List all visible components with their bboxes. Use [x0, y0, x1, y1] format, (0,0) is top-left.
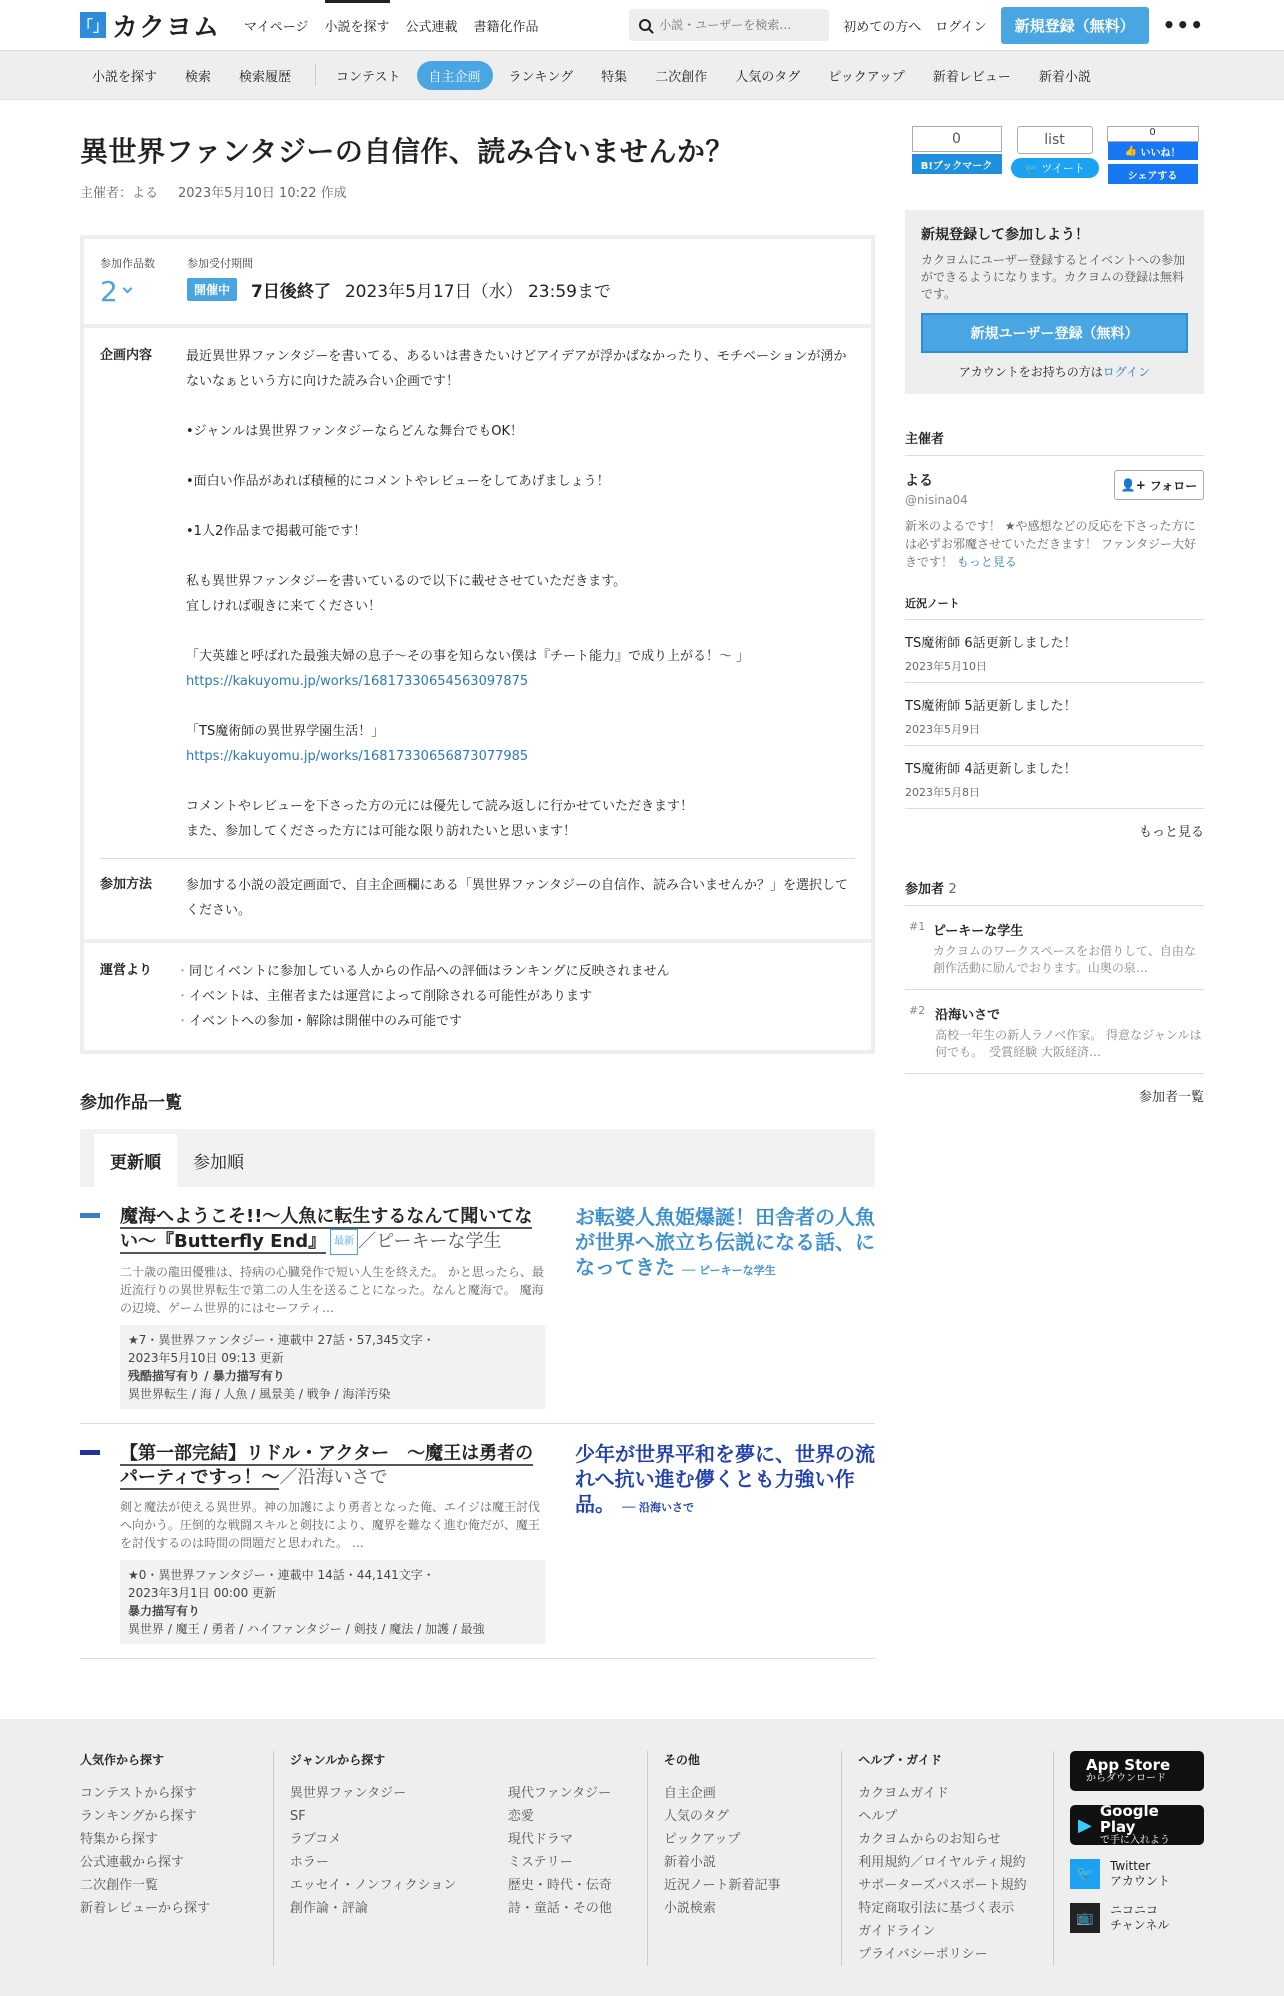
- footer-link[interactable]: エッセイ・ノンフィクション: [289, 1878, 457, 1893]
- works-tabs: [80, 1129, 875, 1187]
- header-actions: [629, 7, 1204, 44]
- footer-link[interactable]: 詩・童話・その他: [507, 1901, 612, 1916]
- work-info: [120, 1205, 545, 1409]
- page-title: 異世界ファンタジーの自信作、読み合いませんか？: [80, 135, 734, 168]
- register-button[interactable]: 新規ユーザー登録（無料）: [921, 313, 1188, 353]
- twitter-line2: アカウント: [1110, 1874, 1170, 1888]
- sidebar: [905, 126, 1204, 1659]
- works-list: [80, 1187, 875, 1659]
- hatena-bookmark: [912, 126, 1002, 184]
- status-badge: 開催中: [187, 278, 237, 301]
- description-line: また、参加してくださった方には可能な限り訪れたいと思います！: [186, 824, 577, 839]
- footer-link[interactable]: ミステリー: [507, 1855, 573, 1870]
- footer-link[interactable]: 現代ドラマ: [507, 1832, 573, 1847]
- catchphrase-text: 少年が世界平和を夢に、世界の流れへ抗い進む儚くとも力強い作品。: [575, 1442, 875, 1516]
- description-line: [186, 694, 855, 719]
- description-line: 「大英雄と呼ばれた最強夫婦の息子～その事を知らない僕は『チート能力』で成り上がる！〜 」: [186, 649, 750, 664]
- work-meta: [120, 1560, 545, 1644]
- niconico-line1: ニコニコ: [1110, 1903, 1159, 1917]
- twitter-line1: Twitter: [1110, 1859, 1151, 1873]
- participants-count: 2: [948, 882, 957, 897]
- footer-link[interactable]: ピックアップ: [663, 1832, 741, 1847]
- method-label: 参加方法: [100, 877, 153, 892]
- logo-text: カクヨム: [112, 12, 221, 43]
- new-badge: 最新: [330, 1229, 358, 1255]
- like-count: 0: [1107, 126, 1199, 142]
- subnav-find-novels[interactable]: 小説を探す: [92, 69, 158, 85]
- footer-link[interactable]: ヘルプ: [858, 1809, 898, 1824]
- participants-list: [905, 906, 1204, 1074]
- participant-rank: #2: [909, 1004, 926, 1017]
- footer-col-genre: [274, 1751, 648, 1966]
- niconico-channel-link[interactable]: [1070, 1903, 1204, 1933]
- top-header: [0, 0, 1284, 50]
- work-tags[interactable]: 異世界転生 / 海 / 人魚 / 風景美 / 戦争 / 海洋汚染: [128, 1387, 391, 1401]
- tweet-share: [1010, 126, 1100, 184]
- footer-link[interactable]: 特定商取引法に基づく表示: [858, 1901, 1015, 1916]
- work-catchphrase[interactable]: [575, 1442, 875, 1644]
- remaining-time: 7日後終了: [251, 282, 331, 302]
- footer-link[interactable]: 恋愛: [507, 1809, 534, 1824]
- follow-label: フォロー: [1149, 478, 1198, 493]
- participant-name: ピーキーな学生: [932, 924, 1024, 939]
- cta-text: カクヨムにユーザー登録するとイベントへの参加ができるようになります。カクヨムの登録は無料です。: [921, 253, 1186, 301]
- participants-heading-label: 参加者: [905, 882, 945, 897]
- created-date: 2023年5月10日 10:22 作成: [178, 186, 347, 201]
- subnav-pickup[interactable]: ピックアップ: [828, 69, 905, 85]
- signup-button[interactable]: 新規登録（無料）: [1001, 7, 1149, 44]
- footer-badges: [1070, 1751, 1204, 1966]
- chevron-down-icon: [122, 284, 132, 294]
- main-column: [80, 126, 875, 1659]
- footer-link[interactable]: 新着レビューから探す: [80, 1901, 211, 1916]
- footer-link[interactable]: 利用規約／ロイヤルティ規約: [858, 1855, 1026, 1870]
- participant-desc: 高校一年生の新人ラノベ作家。 得意なジャンルは何でも。 受賞経験 大阪経済…: [935, 1028, 1202, 1059]
- cta-login-line: [921, 363, 1188, 380]
- note-item[interactable]: [905, 746, 1204, 809]
- footer-link[interactable]: プライバシーポリシー: [858, 1947, 988, 1962]
- footer-link[interactable]: サポーターズパスポート規約: [858, 1878, 1027, 1893]
- description-line: •ジャンルは異世界ファンタジーならどんな舞台でもOK！: [186, 424, 524, 439]
- cta-login-link[interactable]: ログイン: [1102, 365, 1151, 379]
- participant-name: 沿海いさで: [935, 1008, 1001, 1023]
- work-stats: ★7・異世界ファンタジー・連載中 27話・57,345文字・: [128, 1333, 435, 1347]
- note-item[interactable]: [905, 620, 1204, 683]
- note-title: TS魔術師 5話更新しました！: [905, 699, 1077, 714]
- footer-link[interactable]: 異世界ファンタジー: [289, 1786, 407, 1801]
- work-count-label: 参加作品数: [100, 257, 155, 270]
- search-box: [629, 9, 829, 41]
- participant-desc: カクヨムのワークスペースをお借りして、自由な創作活動に励んでおります。山奥の泉…: [932, 944, 1196, 975]
- description-link[interactable]: https://kakuyomu.jp/works/16817330656873077985: [186, 749, 529, 764]
- nav-official-serial[interactable]: 公式連載: [405, 19, 458, 35]
- content-row: [84, 328, 871, 943]
- tweet-label: ツイート: [1041, 162, 1085, 175]
- twitter-bird-icon: 🐦: [1024, 161, 1038, 175]
- subnav-search[interactable]: 検索: [185, 69, 212, 85]
- work-updated: 2023年3月1日 00:00 更新: [128, 1586, 277, 1600]
- host-bio-text: 新米のよるです！ ★や感想などの反応を下さった方には必ずお邪魔させていただきます！ ファンタジー大好きです！: [905, 519, 1197, 569]
- content-label: 企画内容: [100, 348, 153, 363]
- facebook-share-button[interactable]: シェアする: [1108, 164, 1198, 184]
- bookmark-count: 0: [912, 126, 1002, 152]
- logo[interactable]: [80, 7, 220, 44]
- facebook-share: [1108, 126, 1198, 184]
- note-item[interactable]: [905, 683, 1204, 746]
- footer-heading: ヘルプ・ガイド: [858, 1753, 942, 1767]
- googleplay-line1: Google Play: [1099, 1802, 1159, 1836]
- description-line: •1人2作品まで掲載可能です！: [186, 524, 367, 539]
- note-date: 2023年5月10日: [905, 660, 987, 673]
- description-line: 最近異世界ファンタジーを書いてる、あるいは書きたいけどアイデアが浮かばなかったり、モチベーションが湧かないなぁという方に向けた読み合い企画です！: [186, 349, 847, 389]
- description-line: [186, 619, 855, 644]
- cta-login-prefix: アカウントをお持ちの方は: [958, 365, 1103, 379]
- notes-list: [905, 620, 1204, 809]
- notice-item: ・ 同じイベントに参加している人からの作品への評価はランキングに反映されません: [186, 959, 855, 984]
- footer-link[interactable]: 現代ファンタジー: [507, 1786, 612, 1801]
- work-title[interactable]: 【第一部完結】リドル・アクター ～魔王は勇者のパーティですっ！～: [120, 1443, 534, 1488]
- footer-link[interactable]: コンテストから探す: [80, 1786, 197, 1801]
- description-link[interactable]: https://kakuyomu.jp/works/16817330654563097875: [186, 674, 529, 689]
- note-title: TS魔術師 6話更新しました！: [905, 636, 1077, 651]
- notes-heading: 近況ノート: [905, 595, 1204, 620]
- divider: [100, 858, 855, 859]
- deadline: 2023年5月17日（水） 23:59まで: [344, 282, 611, 302]
- footer-col-help: [842, 1751, 1054, 1966]
- follow-button[interactable]: [1114, 470, 1204, 500]
- more-menu-icon[interactable]: •••: [1162, 13, 1204, 37]
- description-line: [186, 444, 855, 469]
- event-meta: [80, 182, 875, 201]
- description-line: 私も異世界ファンタジーを書いているので以下に載せさせていただきます。: [186, 574, 627, 589]
- footer-link[interactable]: 小説検索: [663, 1901, 716, 1916]
- work-count-toggle[interactable]: [100, 275, 155, 308]
- description-line: [186, 394, 855, 419]
- work-marker: [80, 1213, 100, 1218]
- work-meta: [120, 1325, 545, 1409]
- description-line: 宜しければ覗きに来てください！: [186, 599, 382, 614]
- like-button[interactable]: [1108, 142, 1198, 160]
- subnav-contest[interactable]: コンテスト: [336, 69, 401, 85]
- entry-method: 参加する小説の設定画面で、自主企画欄にある「異世界ファンタジーの自信作、読み合いませんか？」を選択してください。: [186, 878, 848, 918]
- signup-cta: [905, 210, 1204, 394]
- subnav-new-novels[interactable]: 新着小説: [1038, 69, 1091, 85]
- note-title: TS魔術師 4話更新しました！: [905, 762, 1077, 777]
- search-input[interactable]: [659, 18, 809, 32]
- footer-col-popular: [80, 1751, 274, 1966]
- footer-link[interactable]: ガイドライン: [858, 1924, 936, 1939]
- google-play-icon: ▶: [1078, 1814, 1092, 1836]
- niconico-line2: チャンネル: [1110, 1918, 1170, 1932]
- work-warnings: 残酷描写有り / 暴力描写有り: [128, 1369, 285, 1383]
- work-catchphrase[interactable]: [575, 1205, 875, 1409]
- work-title[interactable]: 魔海へようこそ!!～人魚に転生するなんて聞いてない～『Butterfly End』: [120, 1206, 533, 1252]
- stats-row: [84, 239, 871, 328]
- first-time-link[interactable]: 初めての方へ: [843, 19, 922, 35]
- footer-link[interactable]: カクヨムからのお知らせ: [858, 1832, 1001, 1847]
- notice-item: ・ イベントへの参加・解除は開催中のみ可能です: [186, 1009, 855, 1034]
- host-name[interactable]: よる: [905, 473, 933, 489]
- catchphrase-author: ── ピーキーな学生: [681, 1264, 776, 1277]
- logo-mark: 「」: [80, 12, 106, 38]
- notice-item: ・ イベントは、主催者または運営によって削除される可能性があります: [186, 984, 855, 1009]
- appstore-line2: からダウンロード: [1086, 1773, 1166, 1784]
- subnav-features[interactable]: 特集: [601, 69, 628, 85]
- tab-updated[interactable]: 更新順: [94, 1134, 177, 1187]
- catchphrase-text: お転婆人魚姫爆誕！田舎者の人魚が世界へ旅立ち伝説になる話、になってきた: [575, 1205, 875, 1279]
- footer-link[interactable]: ランキングから探す: [80, 1809, 197, 1824]
- footer-col-other: [648, 1751, 842, 1966]
- work-count-value: 2: [100, 275, 118, 308]
- work-tags[interactable]: 異世界 / 魔王 / 勇者 / ハイファンタジー / 剣技 / 魔法 / 加護 / 最強: [128, 1622, 485, 1636]
- footer-link[interactable]: 特集から探す: [80, 1832, 159, 1847]
- notes-more-link[interactable]: もっと見る: [1138, 825, 1204, 840]
- twitter-account-link[interactable]: [1070, 1859, 1204, 1889]
- works-section-title: 参加作品一覧: [80, 1093, 182, 1113]
- thumbs-up-icon: 👍: [1124, 145, 1137, 157]
- footer-link[interactable]: ラブコメ: [289, 1832, 342, 1847]
- footer-link[interactable]: 近況ノート新着記事: [663, 1878, 781, 1893]
- work-intro: 剣と魔法が使える異世界。神の加護により勇者となった俺、エイジは魔王討伐へ向かう。圧倒的な戦闘スキルと剣技により、魔界を難なく進む俺だが、魔王を討伐するのは時間の問題だと思われた。 …: [120, 1500, 541, 1550]
- work-updated: 2023年5月10日 09:13 更新: [128, 1351, 284, 1365]
- catchphrase-author: ── 沿海いさで: [621, 1501, 695, 1514]
- participant-item[interactable]: [905, 990, 1204, 1074]
- host-id: @nisina04: [905, 493, 968, 507]
- subnav-new-reviews[interactable]: 新着レビュー: [932, 69, 1011, 85]
- top-nav: [244, 0, 539, 51]
- participant-rank: #1: [909, 920, 926, 933]
- subnav-fanfiction[interactable]: 二次創作: [655, 69, 708, 85]
- subnav-search-history[interactable]: 検索履歴: [239, 69, 292, 85]
- nav-mypage[interactable]: マイページ: [244, 19, 309, 35]
- nav-find-novels[interactable]: 小説を探す: [325, 0, 390, 51]
- footer-link[interactable]: 創作論・評論: [289, 1901, 368, 1916]
- sub-nav: [0, 50, 1284, 100]
- tweet-button[interactable]: [1011, 158, 1099, 178]
- notice-list: [186, 959, 855, 1034]
- footer-link[interactable]: ホラー: [289, 1855, 329, 1870]
- participant-item[interactable]: [905, 906, 1204, 990]
- work-info: [120, 1442, 545, 1644]
- footer-link[interactable]: 新着小説: [663, 1855, 716, 1870]
- google-play-badge[interactable]: [1070, 1802, 1204, 1846]
- description-line: [186, 494, 855, 519]
- work-author[interactable]: ／ピーキーな学生: [358, 1231, 502, 1252]
- add-user-icon: 👤+: [1120, 478, 1146, 492]
- description-line: [186, 544, 855, 569]
- work-author[interactable]: ／沿海いさで: [279, 1467, 388, 1488]
- appstore-line1: App Store: [1086, 1756, 1171, 1774]
- tab-joined[interactable]: 参加順: [193, 1153, 244, 1173]
- host-bio: [905, 517, 1204, 571]
- googleplay-line2: で手に入れよう: [1099, 1835, 1170, 1846]
- work-stats: ★0・異世界ファンタジー・連載中 14話・44,141文字・: [128, 1568, 435, 1582]
- search-icon[interactable]: [639, 19, 651, 31]
- footer-link[interactable]: 自主企画: [663, 1786, 716, 1801]
- work-warnings: 暴力描写有り: [128, 1604, 201, 1618]
- event-description: [186, 344, 855, 844]
- footer-link[interactable]: SF: [289, 1809, 306, 1824]
- subnav-user-events[interactable]: 自主企画: [417, 61, 493, 90]
- app-store-badge[interactable]: [1070, 1751, 1204, 1791]
- description-line: •面白い作品があれば積極的にコメントやレビューをしてあげましょう！: [186, 474, 610, 489]
- participants-more-link[interactable]: 参加者一覧: [1138, 1090, 1204, 1105]
- work-count: [100, 255, 155, 308]
- description-line: コメントやレビューを下さった方の元には優先して読み返しに行かせていただきます！: [186, 799, 694, 814]
- share-buttons: [905, 126, 1204, 184]
- bookmark-button[interactable]: B!ブックマーク: [912, 154, 1002, 174]
- nav-published-works[interactable]: 書籍化作品: [473, 19, 539, 35]
- host-heading: 主催者: [905, 428, 1204, 456]
- entry-period-label: 参加受付期間: [187, 257, 253, 270]
- footer-link[interactable]: 歴史・時代・伝奇: [507, 1878, 612, 1893]
- list-counter: list: [1017, 126, 1093, 154]
- twitter-icon: 🐦: [1070, 1859, 1100, 1889]
- subnav-popular-tags[interactable]: 人気のタグ: [735, 69, 801, 85]
- notice-label: 運営より: [100, 963, 153, 978]
- event-info-box: [80, 235, 875, 1054]
- footer-link[interactable]: カクヨムガイド: [858, 1786, 949, 1801]
- host-card: [905, 470, 1204, 507]
- participants-heading: [905, 878, 1204, 906]
- work-title-line: [120, 1205, 545, 1255]
- work-intro: 二十歳の龍田優雅は、持病の心臓発作で短い人生を終えた。 かと思ったら、最近流行りの異世界転生で第二の人生を送ることになった。なんと魔海で。 魔海の辺境、ゲーム世界的にはセーフティ…: [120, 1265, 544, 1315]
- footer-heading: ジャンルから探す: [289, 1753, 386, 1767]
- description-line: 「TS魔術師の異世界学園生活！」: [186, 724, 385, 739]
- footer-heading: その他: [663, 1753, 700, 1767]
- footer: [0, 1719, 1284, 1996]
- login-link[interactable]: ログイン: [935, 19, 987, 35]
- subnav-divider: [315, 64, 316, 86]
- work-item: [80, 1424, 875, 1659]
- entry-period: [187, 255, 611, 302]
- cta-title: 新規登録して参加しよう！: [921, 227, 1089, 243]
- notice-row: [84, 943, 871, 1050]
- description-line: [186, 769, 855, 794]
- host-label[interactable]: 主催者：よる: [80, 186, 159, 201]
- niconico-icon: 📺: [1070, 1903, 1100, 1933]
- footer-link[interactable]: 公式連載から探す: [80, 1855, 185, 1870]
- host-bio-more-link[interactable]: もっと見る: [956, 555, 1017, 569]
- work-title-line: [120, 1442, 545, 1490]
- subnav-ranking[interactable]: ランキング: [508, 69, 574, 85]
- like-label: いいね！: [1140, 147, 1181, 159]
- content: [0, 126, 1284, 1659]
- footer-link[interactable]: 二次創作一覧: [80, 1878, 159, 1893]
- footer-heading: 人気作から探す: [80, 1753, 165, 1767]
- work-item: [80, 1187, 875, 1424]
- work-marker: [80, 1450, 100, 1455]
- footer-link[interactable]: 人気のタグ: [663, 1809, 729, 1824]
- note-date: 2023年5月8日: [905, 786, 980, 799]
- note-date: 2023年5月9日: [905, 723, 980, 736]
